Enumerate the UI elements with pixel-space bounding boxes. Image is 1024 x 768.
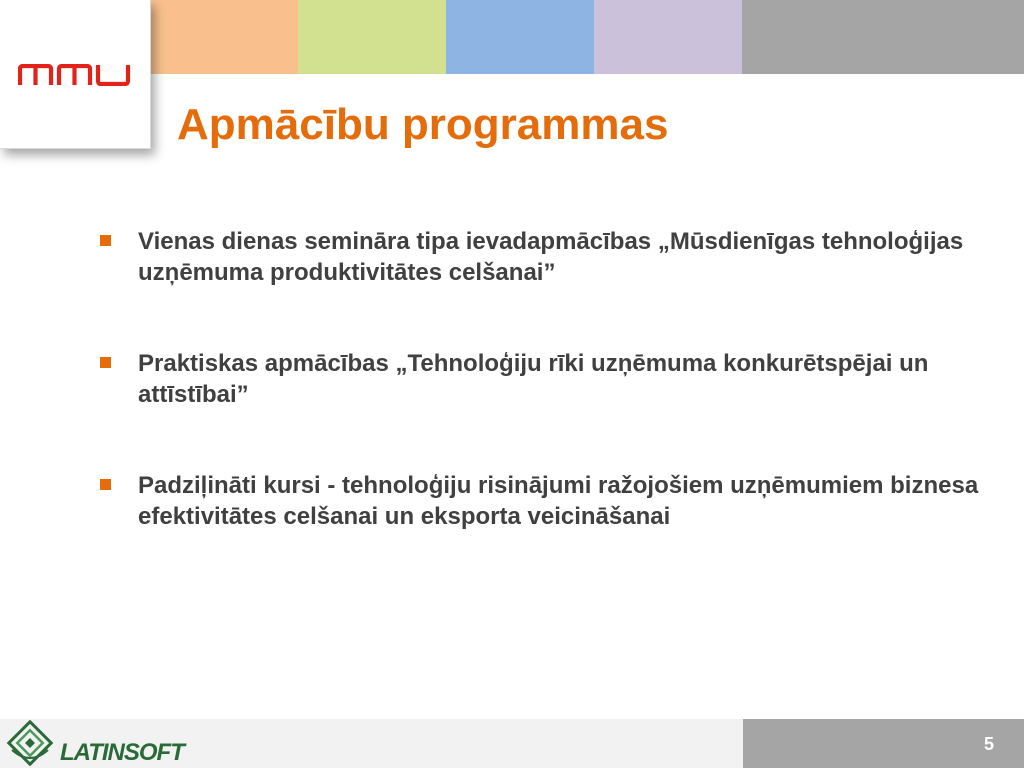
square-bullet-icon xyxy=(100,479,111,490)
color-swatch-blue xyxy=(446,0,594,74)
color-swatch-orange xyxy=(150,0,298,74)
square-bullet-icon xyxy=(100,357,111,368)
color-swatch-lilac xyxy=(594,0,742,74)
bullet-text: Padziļināti kursi - tehnoloģiju risinājumi ražojošiem uzņēmumiem biznesa efektivitātes celšanai un eksporta veicināšanai xyxy=(138,472,979,530)
page-number: 5 xyxy=(983,734,994,754)
bullet-item xyxy=(100,470,990,532)
top-color-bar xyxy=(150,0,1024,74)
color-swatch-green xyxy=(298,0,446,74)
bullet-item xyxy=(100,348,990,410)
bullet-text: Praktiskas apmācības „Tehnoloģiju rīki uzņēmuma konkurētspējai un attīstībai” xyxy=(138,350,929,408)
bullet-list xyxy=(100,226,990,592)
bullet-text: Vienas dienas semināra tipa ievadapmācības „Mūsdienīgas tehnoloģijas uzņēmuma produktivitātes celšanai” xyxy=(138,228,964,286)
mmu-logo-box xyxy=(0,0,151,149)
square-bullet-icon xyxy=(100,235,111,246)
color-swatch-gray xyxy=(742,0,1024,74)
bullet-item xyxy=(100,226,990,288)
footer-gray-block xyxy=(743,719,1024,768)
company-name: LATINSOFT xyxy=(60,739,184,766)
latinsoft-logo-icon xyxy=(4,720,56,766)
mmu-logo xyxy=(18,64,134,86)
slide-title: Apmācību programmas xyxy=(177,100,669,149)
